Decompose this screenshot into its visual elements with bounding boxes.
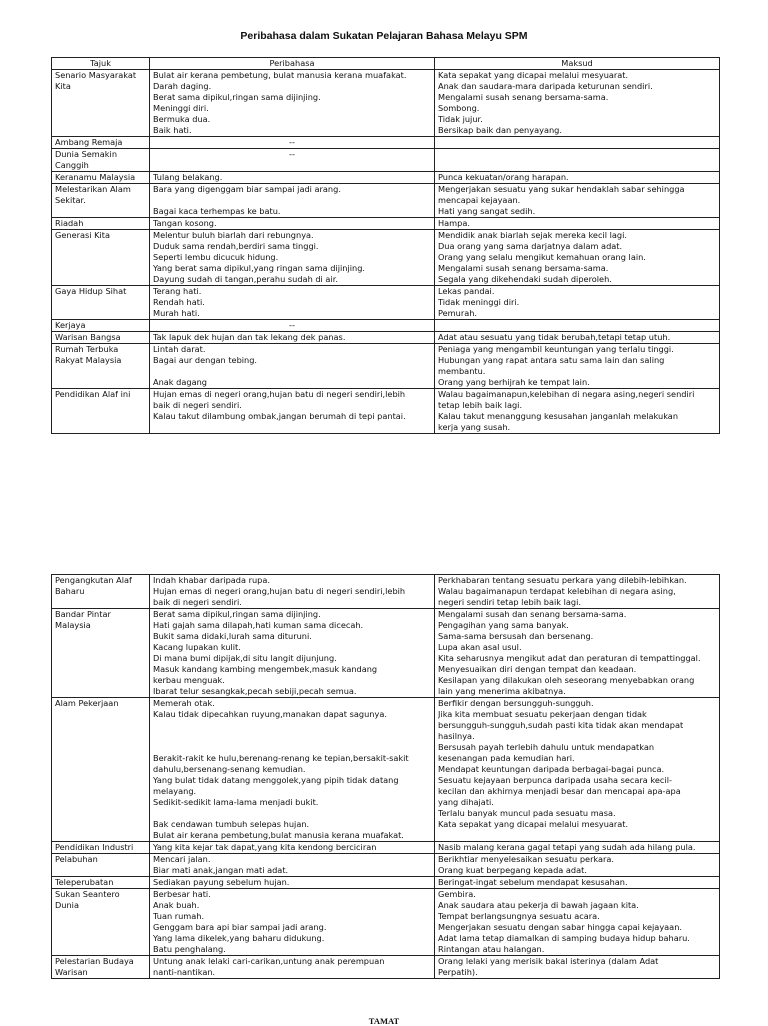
maksud-line: Bersikap baik dan penyayang. xyxy=(438,125,562,135)
peribahasa-line: Baik hati. xyxy=(153,125,192,135)
maksud-line: Orang kuat berpegang kepada adat. xyxy=(438,865,587,875)
peribahasa-cell xyxy=(150,137,435,149)
tajuk-line: Sukan Seantero xyxy=(55,889,120,899)
maksud-line: Segala yang dikehendaki sudah diperoleh. xyxy=(438,274,612,284)
header-tajuk: Tajuk xyxy=(52,58,150,70)
peribahasa-line: Genggam bara api biar sampai jadi arang. xyxy=(153,922,327,932)
tajuk-line: Pelestarian Budaya xyxy=(55,956,134,966)
maksud-line: Bersusah payah terlebih dahulu untuk mendapatkan xyxy=(438,742,655,752)
peribahasa-line: Hati gajah sama dilapah,hati kuman sama dicecah. xyxy=(153,620,364,630)
peribahasa-line: baik di negeri sendiri. xyxy=(153,597,242,607)
maksud-line: Menyesuaikan diri dengan tempat dan keadaan. xyxy=(438,664,637,674)
maksud-line: Lupa akan asal usul. xyxy=(438,642,522,652)
peribahasa-line: Hujan emas di negeri orang,hujan batu di negeri sendiri,lebih xyxy=(153,586,406,596)
peribahasa-line: Terang hati. xyxy=(153,286,202,296)
maksud-cell xyxy=(435,137,720,149)
peribahasa-line: Tangan kosong. xyxy=(153,218,217,228)
peribahasa-line: Indah khabar daripada rupa. xyxy=(153,575,270,585)
maksud-cell xyxy=(435,842,720,854)
maksud-line: kecilan dan akhirnya menjadi besar dan mencapai apa-apa xyxy=(438,786,681,796)
peribahasa-line xyxy=(153,808,431,819)
tajuk-line: Generasi Kita xyxy=(55,230,111,240)
tajuk-line: Pendidikan Alaf ini xyxy=(55,389,131,399)
tajuk-cell xyxy=(52,320,150,332)
peribahasa-line: Bak cendawan tumbuh selepas hujan. xyxy=(153,819,310,829)
peribahasa-line: Mencari jalan. xyxy=(153,854,211,864)
tajuk-cell xyxy=(52,842,150,854)
tajuk-line: Kita xyxy=(55,81,71,91)
table-row xyxy=(52,854,720,877)
peribahasa-line: -- xyxy=(289,137,295,147)
maksud-cell xyxy=(435,149,720,172)
tajuk-line: Dunia Semakin xyxy=(55,149,118,159)
peribahasa-cell xyxy=(150,956,435,979)
peribahasa-line: Yang lama dikelek,yang baharu didukung. xyxy=(153,933,325,943)
maksud-line: Tempat berlangsungnya sesuatu acara. xyxy=(438,911,600,921)
peribahasa-cell xyxy=(150,854,435,877)
maksud-line: Pemurah. xyxy=(438,308,478,318)
maksud-line: Hubungan yang rapat antara satu sama lain dan saling xyxy=(438,355,665,365)
peribahasa-cell xyxy=(150,70,435,137)
maksud-line: kerja yang susah. xyxy=(438,422,511,432)
maksud-line: Mengalami susah senang bersama-sama. xyxy=(438,92,609,102)
tajuk-line: Canggih xyxy=(55,160,89,170)
peribahasa-line: Kacang lupakan kulit. xyxy=(153,642,241,652)
maksud-line xyxy=(438,149,716,160)
maksud-line: Peniaga yang mengambil keuntungan yang terlalu tinggi. xyxy=(438,344,674,354)
table-row xyxy=(52,184,720,218)
table-row xyxy=(52,172,720,184)
peribahasa-line: Tulang belakang. xyxy=(153,172,223,182)
maksud-cell xyxy=(435,877,720,889)
header-peribahasa: Peribahasa xyxy=(150,58,435,70)
maksud-line: Walau bagaimanapun,kelebihan di negara asing,negeri sendiri xyxy=(438,389,695,399)
peribahasa-line: Yang kita kejar tak dapat,yang kita kendong berciciran xyxy=(153,842,377,852)
maksud-line: tetap lebih baik lagi. xyxy=(438,400,523,410)
maksud-line: lain yang menerima akibatnya. xyxy=(438,686,566,696)
tajuk-cell xyxy=(52,609,150,698)
maksud-line: Berikhtiar menyelesaikan sesuatu perkara. xyxy=(438,854,615,864)
peribahasa-line: Berat sama dipikul,ringan sama dijinjing. xyxy=(153,92,321,102)
peribahasa-line: Duduk sama rendah,berdiri sama tinggi. xyxy=(153,241,319,251)
maksud-line: Adat lama tetap diamalkan di samping budaya hidup baharu. xyxy=(438,933,690,943)
table-row xyxy=(52,149,720,172)
table-row xyxy=(52,842,720,854)
maksud-cell xyxy=(435,698,720,842)
peribahasa-line: kerbau menguak. xyxy=(153,675,225,685)
tajuk-line: Rakyat Malaysia xyxy=(55,355,122,365)
maksud-line: Gembira. xyxy=(438,889,476,899)
tajuk-line: Riadah xyxy=(55,218,84,228)
table-row xyxy=(52,344,720,389)
maksud-line: Sama-sama bersusah dan bersenang. xyxy=(438,631,594,641)
peribahasa-line: Bagai aur dengan tebing. xyxy=(153,355,258,365)
maksud-line xyxy=(438,137,716,148)
peribahasa-line: Darah daging. xyxy=(153,81,212,91)
peribahasa-line: Sedikit-sedikit lama-lama menjadi bukit. xyxy=(153,797,319,807)
peribahasa-line xyxy=(153,720,431,731)
peribahasa-cell xyxy=(150,320,435,332)
maksud-line: Mendidik anak biarlah sejak mereka kecil lagi. xyxy=(438,230,627,240)
maksud-line: Sombong. xyxy=(438,103,480,113)
peribahasa-line: Masuk kandang kambing mengembek,masuk kandang xyxy=(153,664,378,674)
maksud-line: Tidak meninggi diri. xyxy=(438,297,520,307)
peribahasa-line: Ibarat telur sesangkak,pecah sebiji,pecah semua. xyxy=(153,686,357,696)
maksud-cell xyxy=(435,70,720,137)
maksud-line: Terlalu banyak muncul pada sesuatu masa. xyxy=(438,808,616,818)
maksud-line: Pengagihan yang sama banyak. xyxy=(438,620,569,630)
peribahasa-line: Murah hati. xyxy=(153,308,200,318)
peribahasa-cell xyxy=(150,877,435,889)
tajuk-cell xyxy=(52,184,150,218)
table-row xyxy=(52,877,720,889)
tajuk-cell xyxy=(52,172,150,184)
table-header-row xyxy=(52,58,720,70)
tajuk-line: Gaya Hidup Sihat xyxy=(55,286,127,296)
tajuk-line: Malaysia xyxy=(55,620,91,630)
tajuk-line: Kerjaya xyxy=(55,320,86,330)
peribahasa-line: Tak lapuk dek hujan dan tak lekang dek panas. xyxy=(153,332,346,342)
peribahasa-line: Yang berat sama dipikul,yang ringan sama dijinjing. xyxy=(153,263,366,273)
tajuk-line: Teleperubatan xyxy=(55,877,114,887)
peribahasa-line xyxy=(153,366,431,377)
peribahasa-line: melayang. xyxy=(153,786,197,796)
peribahasa-line: Untung anak lelaki cari-carikan,untung anak perempuan xyxy=(153,956,385,966)
tajuk-line: Rumah Terbuka xyxy=(55,344,119,354)
maksud-line: Orang yang selalu mengikut kemahuan orang lain. xyxy=(438,252,646,262)
maksud-cell xyxy=(435,389,720,434)
maksud-line: hasilnya. xyxy=(438,731,475,741)
peribahasa-line: Bagai kaca terhempas ke batu. xyxy=(153,206,281,216)
maksud-line: Perkhabaran tentang sesuatu perkara yang dilebih-lebihkan. xyxy=(438,575,687,585)
peribahasa-cell xyxy=(150,184,435,218)
header-maksud: Maksud xyxy=(435,58,720,70)
table-row xyxy=(52,389,720,434)
peribahasa-cell xyxy=(150,698,435,842)
table-row xyxy=(52,70,720,137)
maksud-line: mencapai kejayaan. xyxy=(438,195,521,205)
maksud-line: Mengalami susah dan senang bersama-sama. xyxy=(438,609,627,619)
tajuk-line: Sekitar. xyxy=(55,195,86,205)
tajuk-line: Keranamu Malaysia xyxy=(55,172,136,182)
maksud-line: Lekas pandai. xyxy=(438,286,495,296)
peribahasa-line: Bermuka dua. xyxy=(153,114,211,124)
peribahasa-line: Kalau takut dilambung ombak,jangan berumah di tepi pantai. xyxy=(153,411,406,421)
peribahasa-table-part-1 xyxy=(51,57,720,434)
peribahasa-line: dahulu,bersenang-senang kemudian. xyxy=(153,764,306,774)
peribahasa-cell xyxy=(150,842,435,854)
tajuk-line: Alam Pekerjaan xyxy=(55,698,119,708)
maksud-cell xyxy=(435,956,720,979)
peribahasa-line: Dayung sudah di tangan,perahu sudah di air. xyxy=(153,274,338,284)
maksud-line: Rintangan atau halangan. xyxy=(438,944,545,954)
page-title: Peribahasa dalam Sukatan Pelajaran Bahasa Melayu SPM xyxy=(240,30,528,42)
table-row xyxy=(52,218,720,230)
peribahasa-line: Lintah darat. xyxy=(153,344,206,354)
peribahasa-line: Bulat air kerana pembetung, bulat manusia kerana muafakat. xyxy=(153,70,407,80)
peribahasa-line: Biar mati anak,jangan mati adat. xyxy=(153,865,289,875)
peribahasa-line: Kalau tidak dipecahkan ruyung,manakan dapat sagunya. xyxy=(153,709,387,719)
tajuk-line: Ambang Remaja xyxy=(55,137,123,147)
maksud-line: Jika kita membuat sesuatu pekerjaan dengan tidak xyxy=(438,709,647,719)
peribahasa-line: Berbesar hati. xyxy=(153,889,211,899)
tajuk-cell xyxy=(52,70,150,137)
table-row xyxy=(52,609,720,698)
tajuk-cell xyxy=(52,218,150,230)
table-row xyxy=(52,137,720,149)
tajuk-cell xyxy=(52,854,150,877)
peribahasa-cell xyxy=(150,230,435,286)
tajuk-cell xyxy=(52,575,150,609)
peribahasa-line: Berat sama dipikul,ringan sama dijinjing. xyxy=(153,609,321,619)
peribahasa-line: Berakit-rakit ke hulu,berenang-renang ke tepian,bersakit-sakit xyxy=(153,753,409,763)
tajuk-cell xyxy=(52,230,150,286)
tajuk-cell xyxy=(52,956,150,979)
peribahasa-cell xyxy=(150,609,435,698)
peribahasa-cell xyxy=(150,575,435,609)
peribahasa-cell xyxy=(150,889,435,956)
maksud-line: Perpatih). xyxy=(438,967,478,977)
maksud-cell xyxy=(435,575,720,609)
table-row xyxy=(52,332,720,344)
tajuk-line: Melestarikan Alam xyxy=(55,184,131,194)
maksud-line: Orang yang berhijrah ke tempat lain. xyxy=(438,377,590,387)
peribahasa-line: Meninggi diri. xyxy=(153,103,209,113)
maksud-cell xyxy=(435,609,720,698)
tajuk-line: Senario Masyarakat xyxy=(55,70,137,80)
peribahasa-line: Bara yang digenggam biar sampai jadi arang. xyxy=(153,184,341,194)
maksud-line: Mengalami susah senang bersama-sama. xyxy=(438,263,609,273)
maksud-line: Nasib malang kerana gagal tetapi yang sudah ada hilang pula. xyxy=(438,842,696,852)
maksud-line: yang dihajati. xyxy=(438,797,494,807)
maksud-line: negeri sendiri tetap lebih baik lagi. xyxy=(438,597,581,607)
maksud-line: Hati yang sangat sedih. xyxy=(438,206,536,216)
tajuk-line: Pelabuhan xyxy=(55,854,98,864)
end-marker: TAMAT xyxy=(368,1016,400,1026)
peribahasa-line: Tuan rumah. xyxy=(153,911,205,921)
maksud-cell xyxy=(435,218,720,230)
maksud-cell xyxy=(435,344,720,389)
peribahasa-table-part-2 xyxy=(51,574,720,979)
peribahasa-line: -- xyxy=(289,149,295,159)
maksud-line: bersungguh-sungguh,sudah pasti kita tidak akan mendapat xyxy=(438,720,684,730)
peribahasa-cell xyxy=(150,149,435,172)
maksud-line: Kita seharusnya mengikut adat dan peraturan di tempattinggal. xyxy=(438,653,701,663)
tajuk-cell xyxy=(52,137,150,149)
peribahasa-line xyxy=(153,731,431,742)
maksud-line: Kata sepakat yang dicapai melalui mesyuarat. xyxy=(438,819,629,829)
maksud-line xyxy=(438,320,716,331)
maksud-line: Adat atau sesuatu yang tidak berubah,tetapi tetap utuh. xyxy=(438,332,671,342)
tajuk-cell xyxy=(52,889,150,956)
peribahasa-line: Memerah otak. xyxy=(153,698,215,708)
maksud-cell xyxy=(435,184,720,218)
peribahasa-line: Anak buah. xyxy=(153,900,200,910)
table-row xyxy=(52,698,720,842)
maksud-cell xyxy=(435,172,720,184)
peribahasa-line xyxy=(153,195,431,206)
maksud-line: Sesuatu kejayaan berpunca daripada usaha secara kecil- xyxy=(438,775,672,785)
peribahasa-cell xyxy=(150,344,435,389)
maksud-line: Mengerjakan sesuatu yang sukar hendaklah sabar sehingga xyxy=(438,184,685,194)
peribahasa-line: Seperti lembu dicucuk hidung. xyxy=(153,252,279,262)
maksud-cell xyxy=(435,332,720,344)
table-row xyxy=(52,956,720,979)
peribahasa-cell xyxy=(150,286,435,320)
maksud-line: Beringat-ingat sebelum mendapat kesusahan. xyxy=(438,877,628,887)
maksud-line: Orang lelaki yang merisik bakal isterinya (dalam Adat xyxy=(438,956,659,966)
tajuk-line: Warisan Bangsa xyxy=(55,332,121,342)
peribahasa-line: Sediakan payung sebelum hujan. xyxy=(153,877,290,887)
maksud-cell xyxy=(435,320,720,332)
peribahasa-line: Batu penghalang. xyxy=(153,944,226,954)
peribahasa-line: Melentur buluh biarlah dari rebungnya. xyxy=(153,230,314,240)
table-row xyxy=(52,286,720,320)
tajuk-line: Dunia xyxy=(55,900,79,910)
maksud-line: Punca kekuatan/orang harapan. xyxy=(438,172,569,182)
table-row xyxy=(52,575,720,609)
maksud-line xyxy=(438,830,716,841)
tajuk-line: Baharu xyxy=(55,586,85,596)
maksud-line: Walau bagaimanapun terdapat kelebihan di negara asing, xyxy=(438,586,676,596)
peribahasa-line: Di mana bumi dipijak,di situ langit dijunjung. xyxy=(153,653,337,663)
table-row xyxy=(52,230,720,286)
tajuk-cell xyxy=(52,332,150,344)
maksud-cell xyxy=(435,286,720,320)
tajuk-line: Pendidikan Industri xyxy=(55,842,134,852)
tajuk-cell xyxy=(52,389,150,434)
tajuk-cell xyxy=(52,877,150,889)
peribahasa-cell xyxy=(150,218,435,230)
maksud-line: Tidak jujur. xyxy=(438,114,483,124)
peribahasa-line: nanti-nantikan. xyxy=(153,967,216,977)
maksud-line: Kata sepakat yang dicapai melalui mesyuarat. xyxy=(438,70,629,80)
maksud-line: kesenangan pada kemudian hari. xyxy=(438,753,575,763)
peribahasa-cell xyxy=(150,172,435,184)
peribahasa-cell xyxy=(150,332,435,344)
peribahasa-cell xyxy=(150,389,435,434)
tajuk-cell xyxy=(52,698,150,842)
tajuk-cell xyxy=(52,344,150,389)
maksud-cell xyxy=(435,230,720,286)
peribahasa-line: Yang bulat tidak datang menggolek,yang pipih tidak datang xyxy=(153,775,399,785)
tajuk-cell xyxy=(52,149,150,172)
tajuk-cell xyxy=(52,286,150,320)
peribahasa-line: Anak dagang xyxy=(153,377,207,387)
peribahasa-line xyxy=(153,742,431,753)
tajuk-line: Bandar Pintar xyxy=(55,609,111,619)
maksud-line: Anak saudara atau pekerja di bawah jagaan kita. xyxy=(438,900,639,910)
maksud-cell xyxy=(435,854,720,877)
maksud-line: Anak dan saudara-mara daripada keturunan sendiri. xyxy=(438,81,653,91)
peribahasa-line: -- xyxy=(289,320,295,330)
maksud-line: Berfikir dengan bersungguh-sungguh. xyxy=(438,698,594,708)
table-row xyxy=(52,320,720,332)
maksud-line: Dua orang yang sama darjatnya dalam adat. xyxy=(438,241,623,251)
peribahasa-line: baik di negeri sendiri. xyxy=(153,400,242,410)
maksud-line: Mengerjakan sesuatu dengan sabar hingga capai kejayaan. xyxy=(438,922,682,932)
maksud-line: membantu. xyxy=(438,366,486,376)
peribahasa-line: Hujan emas di negeri orang,hujan batu di negeri sendiri,lebih xyxy=(153,389,406,399)
maksud-cell xyxy=(435,889,720,956)
maksud-line: Kesilapan yang dilakukan oleh seseorang menyebabkan orang xyxy=(438,675,695,685)
table-row xyxy=(52,889,720,956)
peribahasa-line: Bukit sama didaki,lurah sama dituruni. xyxy=(153,631,312,641)
maksud-line: Kalau takut menanggung kesusahan janganlah melakukan xyxy=(438,411,679,421)
maksud-line: Hampa. xyxy=(438,218,470,228)
maksud-line: Mendapat keuntungan daripada berbagai-bagai punca. xyxy=(438,764,665,774)
peribahasa-line: Bulat air kerana pembetung,bulat manusia kerana muafakat. xyxy=(153,830,404,840)
peribahasa-line: Rendah hati. xyxy=(153,297,205,307)
tajuk-line: Warisan xyxy=(55,967,88,977)
tajuk-line: Pengangkutan Alaf xyxy=(55,575,132,585)
